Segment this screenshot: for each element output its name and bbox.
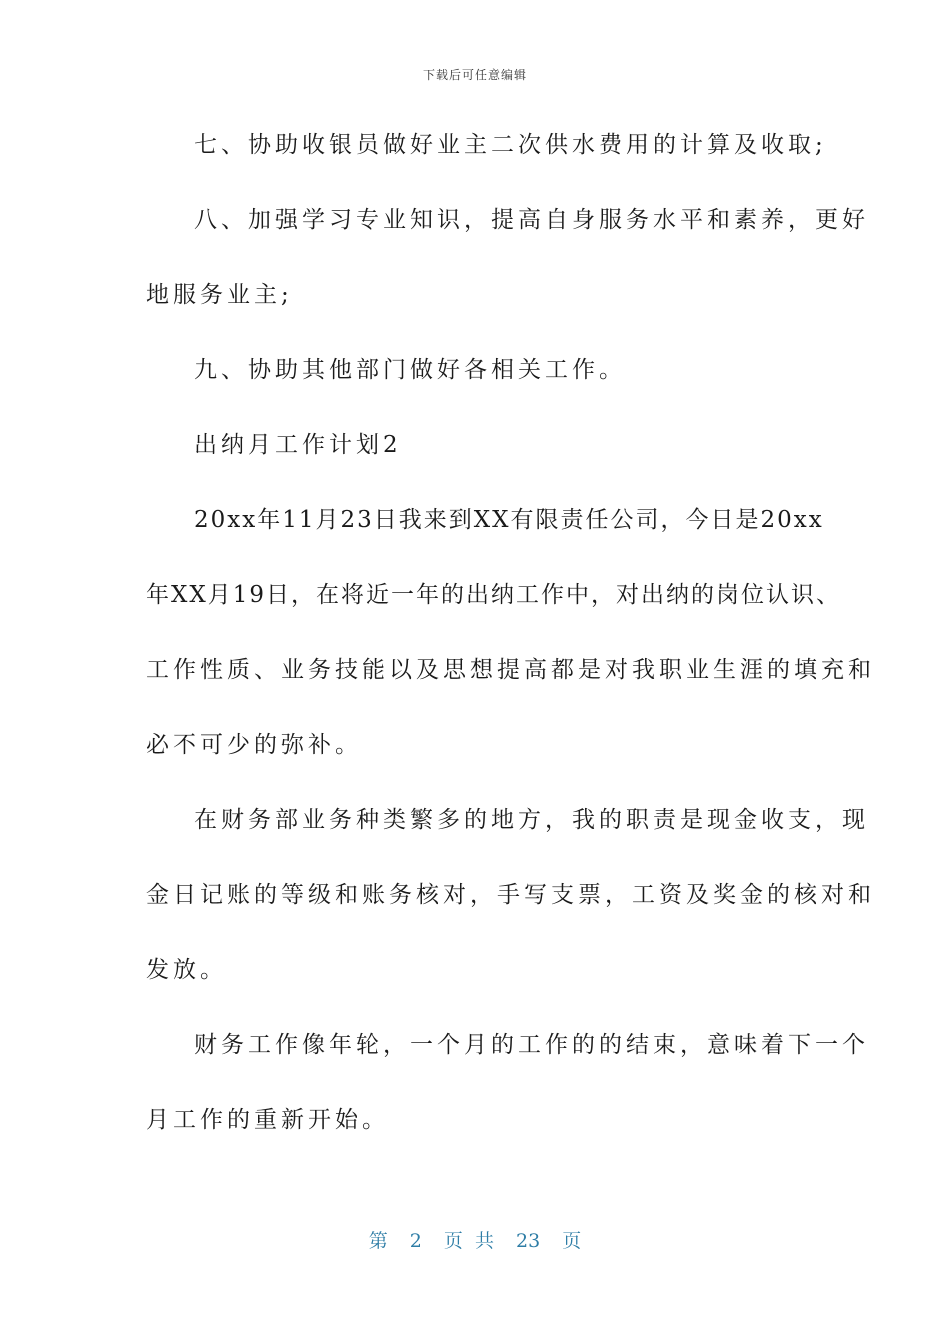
paragraph-line: 必不可少的弥补。 [146, 732, 362, 758]
paragraph-line: 七、协助收银员做好业主二次供水费用的计算及收取; [194, 132, 827, 158]
paragraph-line: 八、加强学习专业知识，提高自身服务水平和素养，更好 [194, 207, 869, 233]
footer-prefix: 第 [368, 1230, 388, 1252]
paragraph-line: 财务工作像年轮，一个月的工作的的结束，意味着下一个 [194, 1032, 869, 1058]
page-header: 下载后可任意编辑 [422, 68, 527, 82]
paragraph-line: 工作性质、业务技能以及思想提高都是对我职业生涯的填充和 [146, 657, 875, 683]
paragraph-line: 年XX月19日，在将近一年的出纳工作中，对出纳的岗位认识、 [146, 582, 842, 608]
section-heading: 出纳月工作计划2 [194, 432, 402, 458]
paragraph-line: 金日记账的等级和账务核对，手写支票，工资及奖金的核对和 [146, 882, 875, 908]
paragraph-line: 地服务业主; [146, 282, 293, 308]
paragraph-line: 发放。 [146, 957, 227, 983]
paragraph-line: 20xx年11月23日我来到XX有限责任公司，今日是20xx [194, 507, 824, 533]
total-pages: 23 [516, 1230, 541, 1252]
paragraph-line: 九、协助其他部门做好各相关工作。 [194, 357, 626, 383]
page-number: 2 [409, 1230, 422, 1252]
footer-middle: 页 共 [443, 1230, 494, 1252]
footer-suffix: 页 [562, 1230, 582, 1252]
page-footer [0, 1226, 950, 1253]
paragraph-line: 月工作的重新开始。 [146, 1107, 389, 1133]
paragraph-line: 在财务部业务种类繁多的地方，我的职责是现金收支，现 [194, 807, 869, 833]
